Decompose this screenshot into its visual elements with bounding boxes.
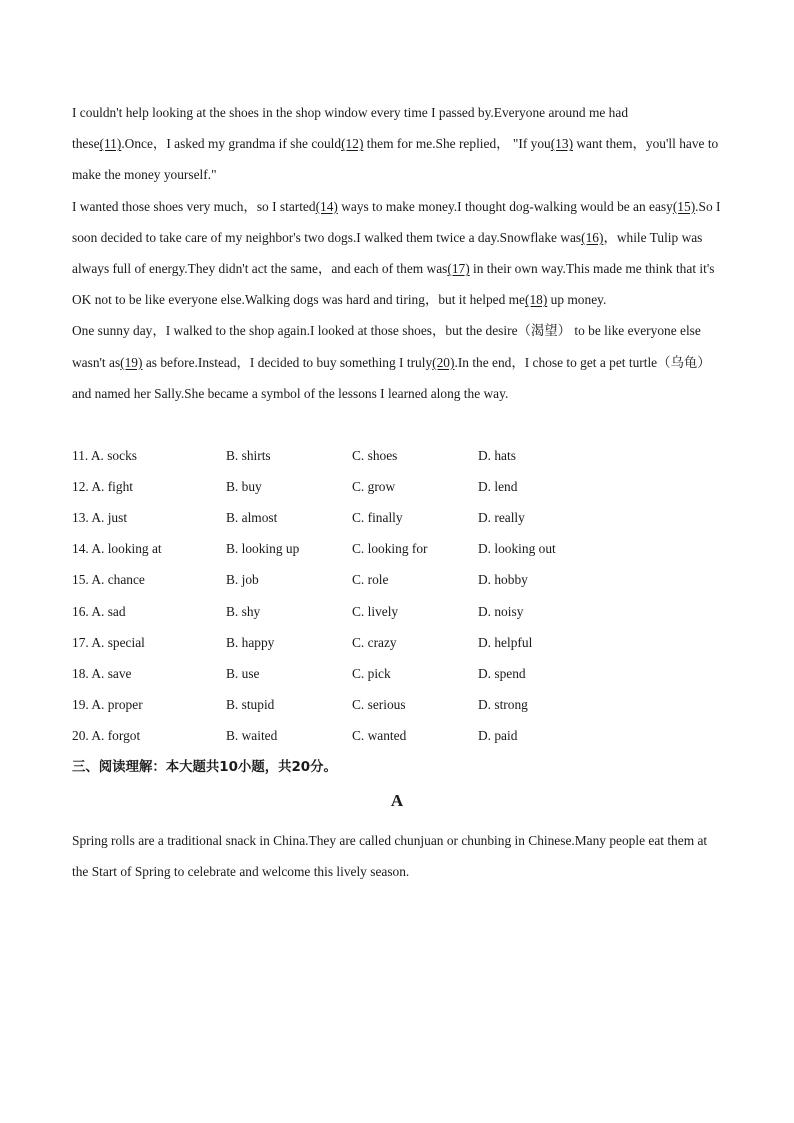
option-d: D. paid	[478, 728, 518, 744]
option-a: 12. A. fight	[72, 478, 134, 494]
option-a: 17. A. special	[72, 634, 145, 650]
option-row-14	[72, 534, 722, 565]
option-b: B. happy	[226, 634, 275, 650]
reading-passage-a	[72, 825, 722, 887]
option-b: B. shy	[226, 603, 261, 619]
cloze-passage	[72, 97, 722, 409]
option-d: D. lend	[478, 478, 518, 494]
option-a: 18. A. save	[72, 665, 132, 681]
option-a: 15. A. chance	[72, 572, 145, 588]
option-c: C. role	[352, 572, 389, 588]
blank-16: (16)	[581, 229, 604, 245]
option-b: B. job	[226, 572, 259, 588]
option-a: 13. A. just	[72, 509, 128, 525]
blank-14: (14)	[315, 198, 338, 214]
option-d: D. really	[478, 509, 525, 525]
reading-paragraph: Spring rolls are a traditional snack in China.They are called chunjuan or chunbing in Chinese.Many people eat them at the Start of Spring to celebrate and welcome this lively season.	[72, 833, 708, 880]
passage-paragraph-3: One sunny day，I walked to the shop again.I looked at those shoes，but the desire（渴望） to be like everyone else wasn't as(19) as before.Instead，I decided to buy something I truly(20).In the end，I chose to get a pet turtle（乌龟） and named her Sally.She became a symbol of the lessons I learned along the way.	[72, 323, 711, 401]
option-row-18	[72, 658, 722, 689]
blank-15: (15)	[672, 198, 696, 214]
option-d: D. spend	[478, 665, 526, 681]
option-c: C. finally	[352, 509, 403, 525]
passage-title: A	[390, 791, 404, 810]
option-c: C. crazy	[352, 634, 397, 650]
option-row-11	[72, 440, 722, 471]
option-c: C. pick	[352, 665, 391, 681]
option-row-13	[72, 502, 722, 533]
option-row-19	[72, 690, 722, 721]
option-row-20	[72, 721, 722, 752]
option-b: B. shirts	[226, 447, 271, 463]
passage-paragraph-1: I couldn't help looking at the shoes in the shop window every time I passed by.Everyone around me had these(11).Once，I asked my grandma if she could(12) them for me.She replied， "If you(13) want them，you'll have to make the money yourself."	[72, 105, 719, 183]
option-d: D. helpful	[478, 634, 533, 650]
blank-12: (12)	[341, 136, 364, 152]
option-a: 14. A. looking at	[72, 541, 162, 557]
blank-20: (20)	[432, 354, 455, 370]
blank-18: (18)	[524, 292, 548, 308]
blank-17: (17)	[447, 261, 470, 277]
option-a: 20. A. forgot	[72, 728, 141, 744]
blank-13: (13)	[550, 136, 574, 152]
option-a: 16. A. sad	[72, 603, 126, 619]
option-row-12	[72, 471, 722, 502]
option-b: B. almost	[226, 509, 278, 525]
option-row-15	[72, 565, 722, 596]
option-b: B. waited	[226, 728, 278, 744]
option-c: C. grow	[352, 478, 396, 494]
option-d: D. hats	[478, 447, 516, 463]
option-a: 19. A. proper	[72, 697, 143, 713]
option-b: B. buy	[226, 478, 262, 494]
option-d: D. hobby	[478, 572, 528, 588]
blank-19: (19)	[120, 354, 143, 370]
option-c: C. looking for	[352, 541, 428, 557]
option-d: D. noisy	[478, 603, 524, 619]
option-c: C. serious	[352, 697, 406, 713]
option-row-16	[72, 596, 722, 627]
blank-11: (11)	[99, 136, 122, 152]
option-b: B. looking up	[226, 541, 300, 557]
option-c: C. lively	[352, 603, 399, 619]
option-c: C. shoes	[352, 447, 398, 463]
option-d: D. looking out	[478, 541, 556, 557]
section-heading: 三、阅读理解：本大题共10小题，共20分。	[72, 760, 337, 775]
passage-paragraph-2: I wanted those shoes very much，so I started(14) ways to make money.I thought dog-walking would be an easy(15).So I soon decided to take care of my neighbor's two dogs.I walked them twice a day.Snowflake was(16)，while Tulip was always full of energy.They didn't act the same，and each of them was(17) in their own way.This made me think that it's OK not to be like everyone else.Walking dogs was hard and tiring，but it helped me(18) up money.	[72, 198, 721, 308]
option-a: 11. A. socks	[72, 447, 137, 463]
option-row-17	[72, 627, 722, 658]
option-c: C. wanted	[352, 728, 407, 744]
option-b: B. stupid	[226, 697, 275, 713]
option-d: D. strong	[478, 697, 528, 713]
answer-options	[72, 440, 722, 752]
option-b: B. use	[226, 665, 260, 681]
